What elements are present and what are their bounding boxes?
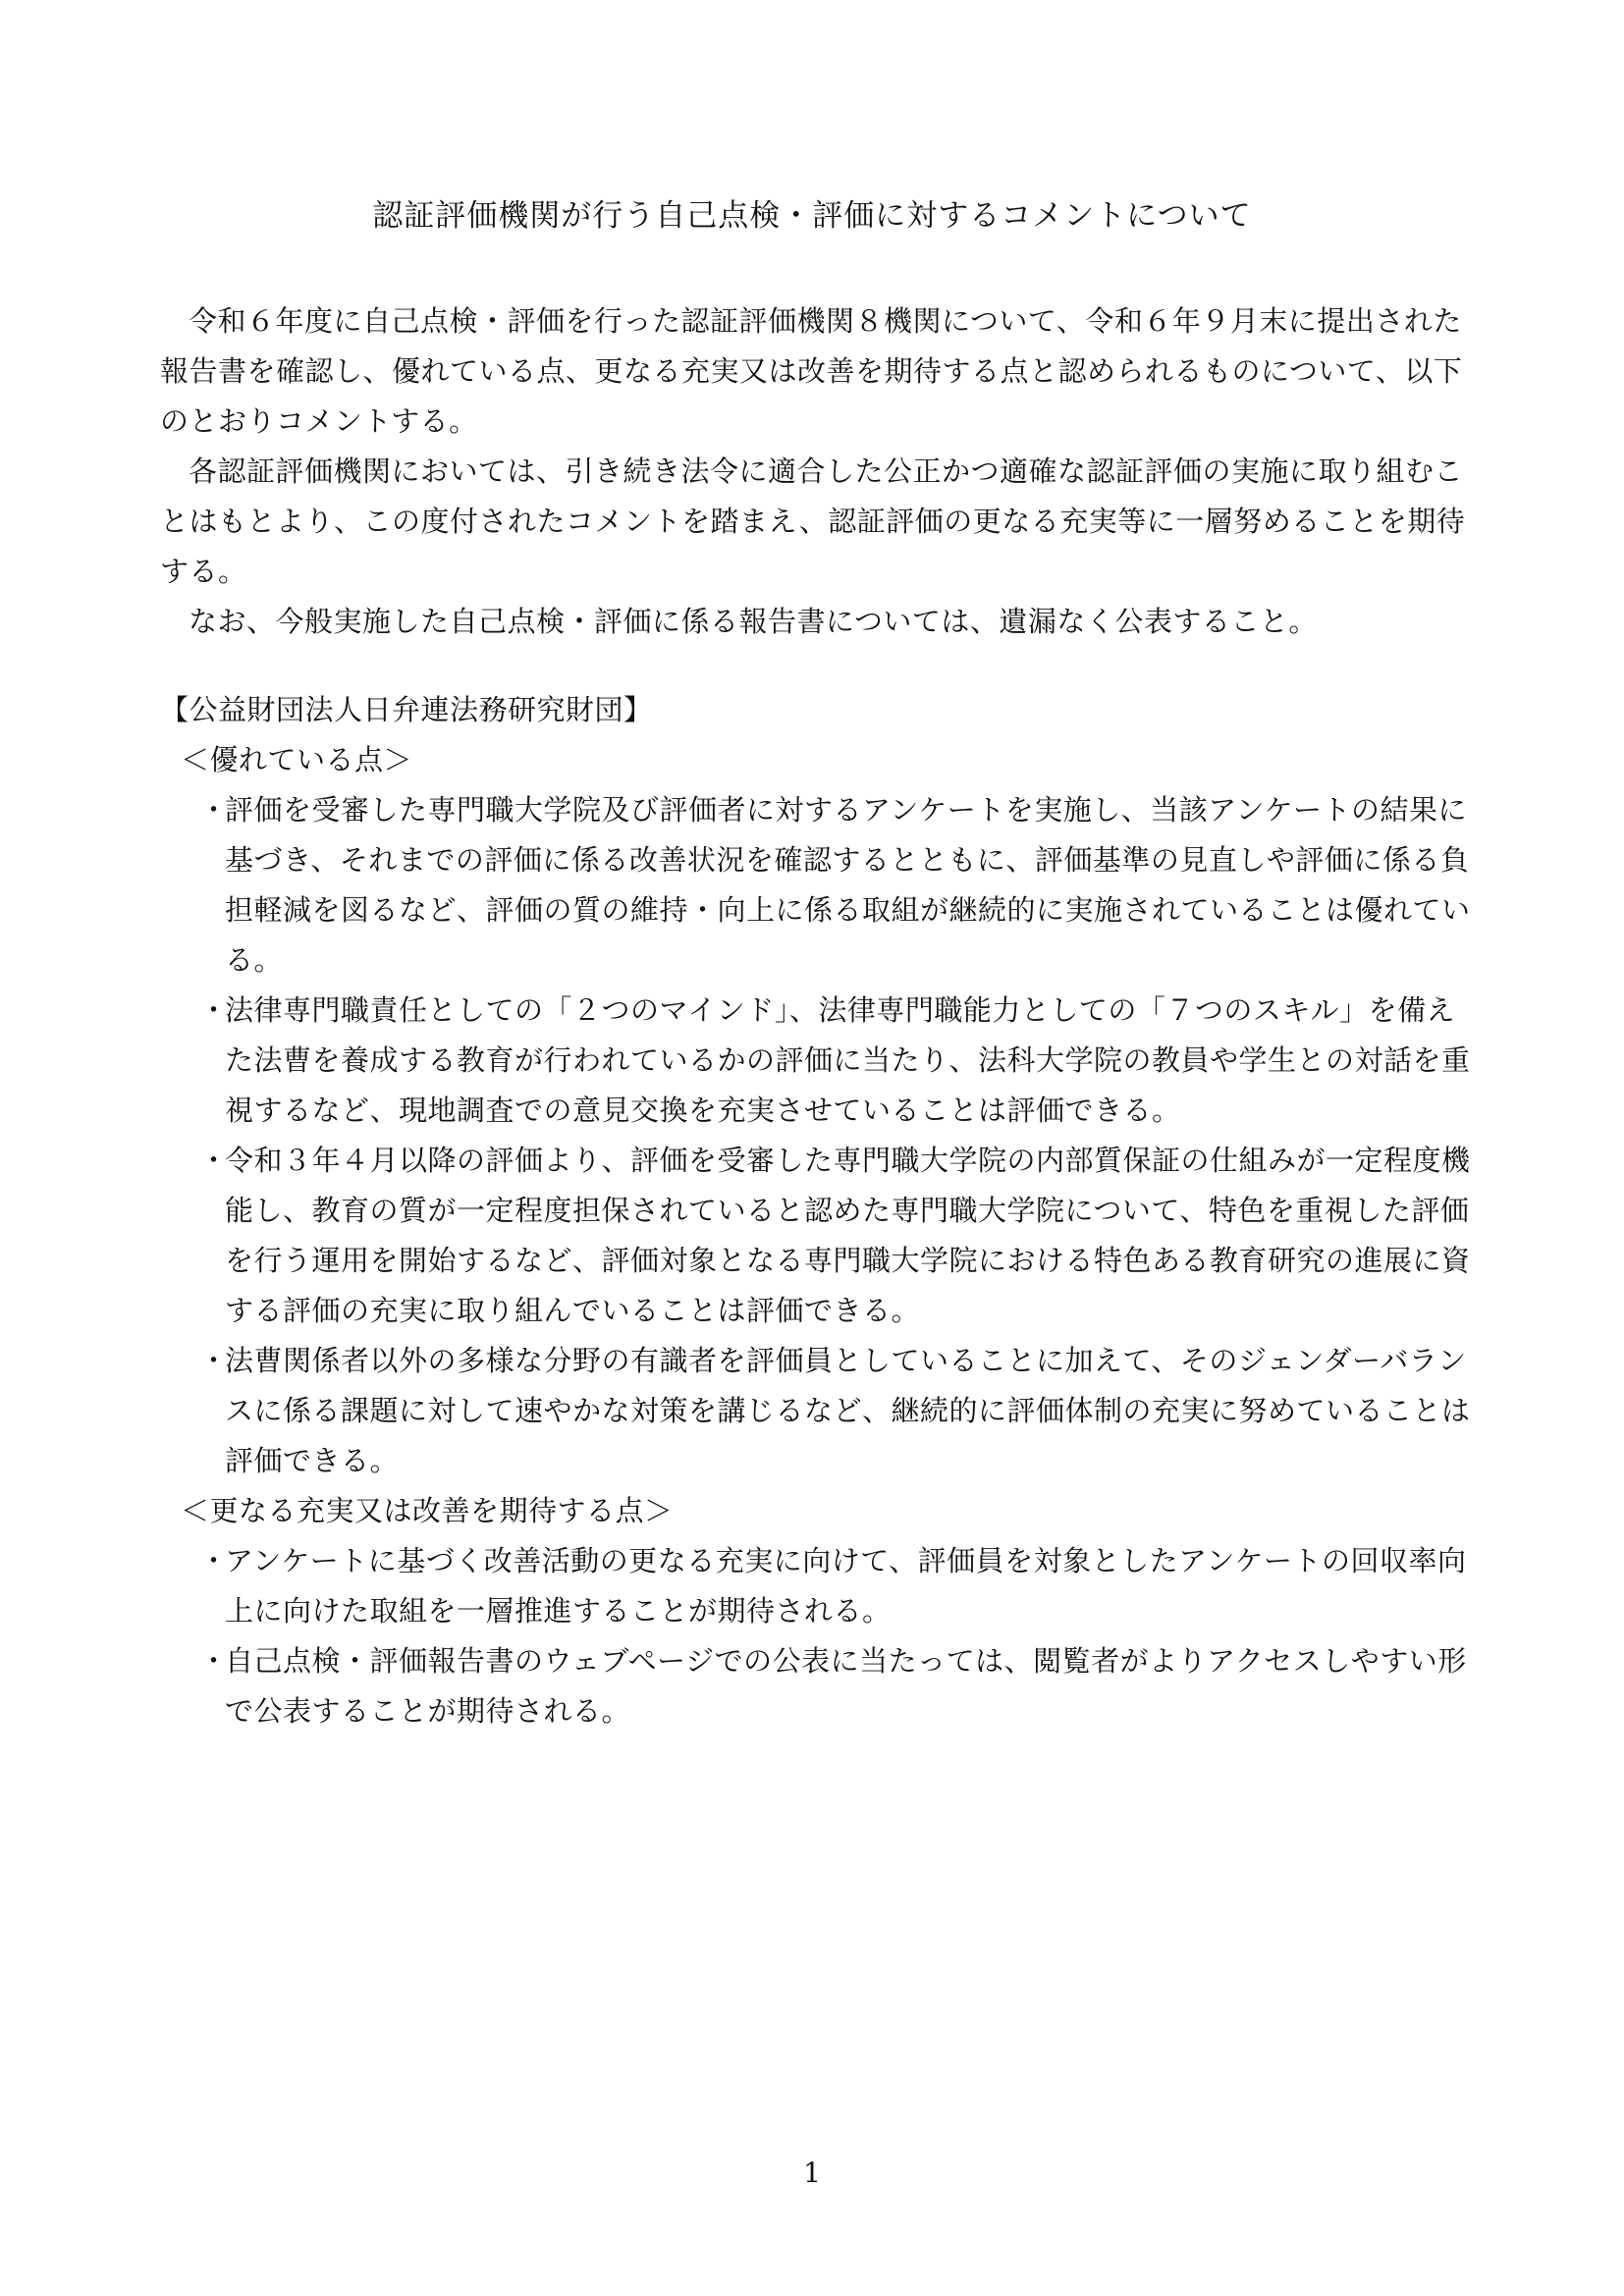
bullet-mark: ・ <box>199 1644 229 1678</box>
organization-section <box>160 685 1472 1736</box>
strength-item <box>160 1136 1472 1336</box>
bullet-mark: ・ <box>199 993 229 1027</box>
improvement-item <box>160 1536 1472 1636</box>
strength-item <box>160 1336 1472 1486</box>
page-number: 1 <box>803 2157 821 2189</box>
strengths-list <box>160 785 1472 1486</box>
improvement-text: 自己点検・評価報告書のウェブページでの公表に当たっては、閲覧者がよりアクセスしやすい形で公表することが期待される。 <box>225 1644 1467 1728</box>
strength-text: 法律専門職責任としての「２つのマインド」、法律専門職能力としての「７つのスキル」を備えた法曹を養成する教育が行われているかの評価に当たり、法科大学院の教員や学生との対話を重視するなど、現地調査での意見交換を充実させていることは評価できる。 <box>225 993 1471 1127</box>
improvement-text: アンケートに基づく改善活動の更なる充実に向けて、評価員を対象としたアンケートの回収率向上に向けた取組を一層推進することが期待される。 <box>225 1544 1467 1628</box>
strengths-heading: ＜優れている点＞ <box>181 743 413 776</box>
improvement-item <box>160 1636 1472 1736</box>
strength-item <box>160 785 1472 986</box>
intro-section <box>160 296 1472 647</box>
organization-name: 【公益財団法人日弁連法務研究財団】 <box>160 693 653 726</box>
strength-text: 令和３年４月以降の評価より、評価を受審した専門職大学院の内部質保証の仕組みが一定程度機能し、教育の質が一定程度担保されていると認めた専門職大学院について、特色を重視した評価を行う運用を開始するなど、評価対象となる専門職大学院における特色ある教育研究の進展に資する評価の充実に取り組んでいることは評価できる。 <box>225 1144 1471 1327</box>
document-title: 認証評価機関が行う自己点検・評価に対するコメントについて <box>372 198 1252 234</box>
strength-text: 評価を受審した専門職大学院及び評価者に対するアンケートを実施し、当該アンケートの結果に基づき、それまでの評価に係る改善状況を確認するとともに、評価基準の見直しや評価に係る負担軽減を図るなど、評価の質の維持・向上に係る取組が継続的に実施されていることは優れている。 <box>225 793 1471 977</box>
bullet-mark: ・ <box>199 793 229 827</box>
bullet-mark: ・ <box>199 1544 229 1577</box>
improvements-list <box>160 1536 1472 1736</box>
strength-item <box>160 986 1472 1136</box>
improvements-heading: ＜更なる充実又は改善を期待する点＞ <box>181 1494 674 1527</box>
bullet-mark: ・ <box>199 1344 229 1377</box>
intro-paragraph: なお、今般実施した自己点検・評価に係る報告書については、遺漏なく公表すること。 <box>189 605 1318 638</box>
bullet-mark: ・ <box>199 1144 229 1177</box>
strength-text: 法曹関係者以外の多様な分野の有識者を評価員としていることに加えて、そのジェンダーバランスに係る課題に対して速やかな対策を講じるなど、継続的に評価体制の充実に努めていることは評価できる。 <box>225 1344 1471 1477</box>
intro-paragraph: 令和６年度に自己点検・評価を行った認証評価機関８機関について、令和６年９月末に提出された報告書を確認し、優れている点、更なる充実又は改善を期待する点と認められるものについて、以下のとおりコメントする。 <box>160 304 1463 438</box>
intro-paragraph: 各認証評価機関においては、引き続き法令に適合した公正かつ適確な認証評価の実施に取り組むことはもとより、この度付されたコメントを踏まえ、認証評価の更なる充実等に一層努めることを期待する。 <box>160 454 1466 588</box>
